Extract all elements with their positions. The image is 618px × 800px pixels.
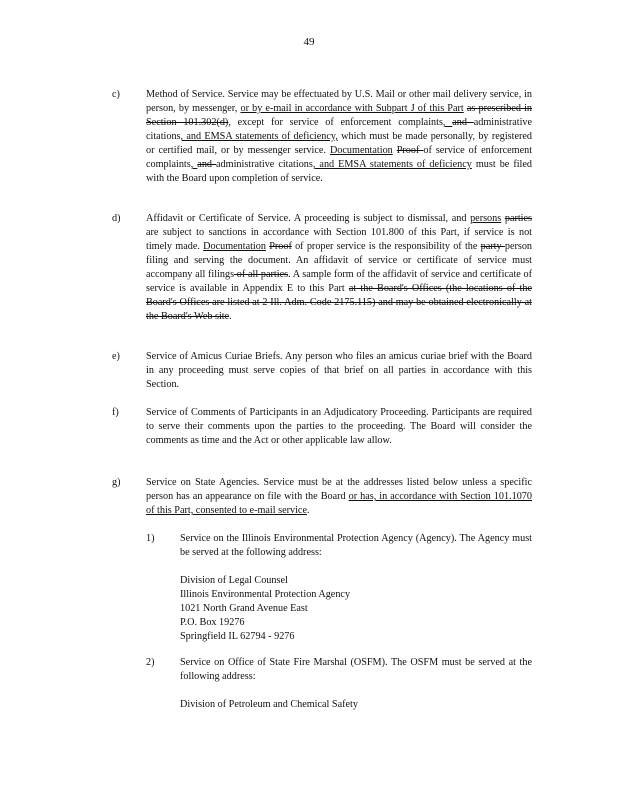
address-line: Division of Petroleum and Chemical Safety bbox=[180, 699, 358, 710]
text-run: . A sample form of the affidavit of service and certificate of service is available in Appendix E to this Part bbox=[146, 269, 533, 294]
deleted-text: as prescribed in Section 101.302(d) bbox=[146, 103, 532, 128]
paragraph-g bbox=[112, 476, 532, 518]
deleted-text: Proof bbox=[269, 241, 292, 252]
subitem-agency bbox=[146, 532, 532, 560]
deleted-text: parties bbox=[504, 213, 532, 224]
item-body bbox=[146, 212, 532, 324]
item-label: e) bbox=[112, 351, 120, 362]
item-label: g) bbox=[112, 477, 121, 488]
text-run: administrative citations bbox=[216, 159, 313, 170]
inserted-text: , bbox=[442, 117, 453, 128]
inserted-text: Documentation bbox=[203, 241, 266, 252]
paragraph-f bbox=[112, 406, 532, 448]
text-run: of proper service is the responsibility of the bbox=[291, 241, 481, 252]
subitem-osfm bbox=[146, 656, 532, 684]
inserted-text: , bbox=[190, 159, 198, 170]
inserted-text: or by e-mail in accordance with Subpart J of this Part bbox=[240, 103, 464, 114]
address-line: 1021 North Grand Avenue East bbox=[180, 603, 308, 614]
deleted-text: of all parties bbox=[234, 269, 289, 280]
item-body bbox=[146, 476, 532, 518]
item-label: c) bbox=[112, 89, 120, 100]
text-run: of service of enforcement complaints bbox=[146, 145, 533, 170]
subitem-body: Service on the Illinois Environmental Protection Agency (Agency). The Agency must be served at the following address: bbox=[180, 533, 532, 558]
address-line: Springfield IL 62794 - 9276 bbox=[180, 631, 295, 642]
text-run: . bbox=[229, 311, 232, 322]
text-run: which must be made personally, by registered or certified mail, or by messenger service. bbox=[146, 131, 532, 156]
item-body bbox=[146, 88, 532, 186]
text-run: Service of Amicus Curiae Briefs. Any person who files an amicus curiae brief with the Board in any proceeding must serve copies of that brief on all parties in accordance with this Section. bbox=[146, 351, 532, 390]
deleted-text: at the Board's Offices (the locations of the Board's Offices are listed at 2 Ill. Adm. Code 2175.115) and may be obtained electronically at the Board's Web site bbox=[146, 283, 532, 322]
subitem-label: 2) bbox=[146, 657, 155, 668]
text-run: administrative citations bbox=[146, 117, 533, 142]
subitem-label: 1) bbox=[146, 533, 155, 544]
text-run: Affidavit or Certificate of Service. A proceeding is subject to dismissal, and bbox=[146, 213, 471, 224]
deleted-text: and bbox=[452, 117, 474, 128]
paragraph-c bbox=[112, 88, 532, 186]
inserted-text: , and EMSA statements of deficiency, bbox=[180, 131, 338, 142]
deleted-text: party bbox=[480, 241, 505, 252]
inserted-text: persons bbox=[470, 213, 502, 224]
page-number: 49 bbox=[303, 36, 315, 48]
deleted-text: and bbox=[197, 159, 217, 170]
text-run: are subject to sanctions in accordance with Section 101.800 of this Part, if service is not timely made. bbox=[146, 227, 532, 252]
address-line: P.O. Box 19276 bbox=[180, 617, 245, 628]
text-run: Service of Comments of Participants in an Adjudicatory Proceeding. Participants are required to serve their comments upon the parties to the proceeding. The Board will consider the comments as time and the Act or other applicable law allow. bbox=[146, 407, 532, 446]
paragraph-d bbox=[112, 212, 532, 324]
paragraph-e bbox=[112, 350, 532, 392]
subitem-body: Service on Office of State Fire Marshal (OSFM). The OSFM must be served at the following address: bbox=[180, 657, 532, 682]
text-run: , except for service of enforcement complaints bbox=[228, 117, 443, 128]
item-label: d) bbox=[112, 213, 121, 224]
item-body bbox=[146, 350, 532, 392]
address-line: Division of Legal Counsel bbox=[180, 575, 288, 586]
text-run: Method of Service. Service may be effectuated by U.S. Mail or other mail delivery service, in person, by messenger, bbox=[146, 89, 532, 114]
item-body bbox=[146, 406, 532, 448]
address-line: Illinois Environmental Protection Agency bbox=[180, 589, 351, 600]
inserted-text: , and EMSA statements of deficiency bbox=[312, 159, 472, 170]
text-run: . bbox=[306, 505, 310, 516]
text-run: person filing and serving the document. An affidavit of service or certificate of service must accompany all filings bbox=[146, 241, 533, 280]
agency-address bbox=[180, 574, 350, 644]
inserted-text: Documentation bbox=[329, 145, 393, 156]
text-run: Service on State Agencies. Service must be at the addresses listed below unless a specific person has an appearance on file with the Board bbox=[146, 477, 532, 502]
text-run: must be filed with the Board upon completion of service. bbox=[146, 159, 533, 184]
item-label: f) bbox=[112, 407, 119, 418]
inserted-text: or has, in accordance with Section 101.1070 of this Part, consented to e-mail service bbox=[146, 491, 532, 516]
osfm-address bbox=[180, 698, 358, 712]
deleted-text: Proof bbox=[396, 145, 424, 156]
